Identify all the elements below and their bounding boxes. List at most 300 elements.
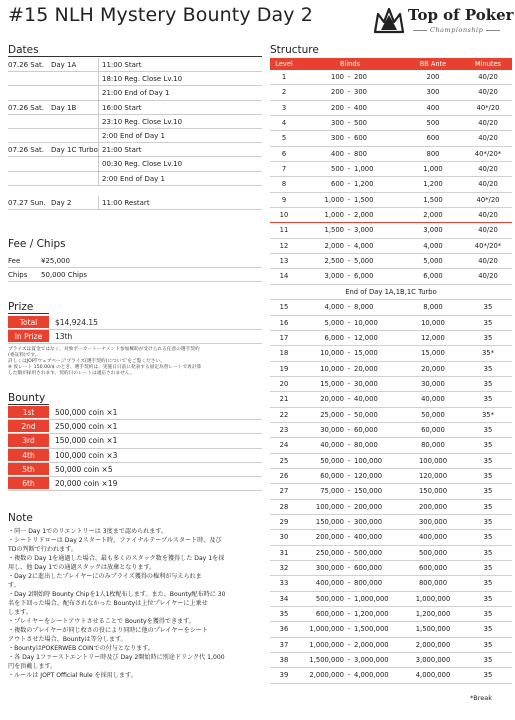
structure-row [270, 239, 512, 254]
big-blind-cell: 600 [354, 134, 367, 143]
minutes-cell: 35 [483, 441, 493, 450]
blind-separator: - [347, 149, 351, 158]
blind-separator: - [347, 241, 351, 250]
big-blind-cell: 400,000 [354, 533, 383, 542]
small-blind-cell: 1,500,000 [309, 656, 344, 665]
small-blind-cell: 10,000 [320, 349, 344, 358]
ante-cell: 600 [426, 134, 440, 143]
bounty-heading: Bounty [8, 392, 49, 405]
prize-notes [8, 347, 264, 377]
big-blind-cell: 60,000 [354, 425, 378, 434]
level-cell: 8 [281, 180, 287, 189]
bounty-value: 100,000 coin ×3 [55, 450, 118, 460]
prize-note-line: (委託料)です。 [8, 353, 40, 358]
minutes-cell: 40*/20 [476, 103, 500, 112]
structure-row [270, 469, 512, 484]
ante-cell: 300 [426, 88, 440, 97]
ante-cell: 400 [426, 103, 440, 112]
structure-header [270, 58, 512, 70]
level-cell: 17 [279, 333, 289, 342]
bounty-label: 2nd [8, 420, 49, 433]
blind-separator: - [347, 318, 351, 327]
level-cell: 6 [281, 149, 287, 158]
ante-cell: 500,000 [418, 548, 448, 557]
structure-row [270, 208, 512, 223]
page-title: #15 NLH Mystery Bounty Day 2 [8, 4, 313, 26]
note-line: ・Day 2に進出したプレイヤーにのみプライズ獲得の権利が与えられま [8, 573, 202, 580]
crown-icon [372, 4, 406, 36]
small-blind-cell: 30,000 [320, 425, 344, 434]
big-blind-cell: 4,000 [354, 241, 374, 250]
structure-row [270, 162, 512, 177]
minutes-cell: 35 [483, 579, 493, 588]
small-blind-cell: 1,000,000 [309, 640, 344, 649]
big-blind-cell: 1,000,000 [354, 594, 389, 603]
level-cell: 25 [279, 456, 289, 465]
prize-row [8, 316, 262, 330]
prize-label: In Prize [8, 330, 49, 343]
small-blind-cell: 500,000 [315, 594, 344, 603]
date-row [8, 157, 262, 171]
structure-row [270, 131, 512, 146]
prize-note-line: した額が採用されます。契約日のレートは適応されません。 [8, 371, 135, 376]
blind-separator: - [347, 165, 351, 174]
big-blind-cell: 10,000 [354, 318, 378, 327]
big-blind-cell: 80,000 [354, 441, 378, 450]
date-cell [8, 115, 51, 128]
prize-heading: Prize [8, 301, 49, 314]
event-cell: 11:00 Start [98, 58, 262, 71]
small-blind-cell: 75,000 [320, 487, 344, 496]
ante-cell: 6,000 [423, 272, 443, 281]
big-blind-cell: 100,000 [354, 456, 383, 465]
ante-cell: 800,000 [418, 579, 448, 588]
structure-divider: End of Day 1A,1B,1C Turbo [270, 285, 512, 300]
structure-row [270, 316, 512, 331]
structure-table [270, 70, 512, 684]
minutes-cell: 40/20 [478, 134, 498, 143]
big-blind-cell: 1,500 [354, 195, 374, 204]
small-blind-cell: 10,000 [320, 364, 344, 373]
minutes-cell: 35 [483, 517, 493, 526]
bounty-label: 5th [8, 463, 49, 476]
logo-title: Top of Poker [408, 6, 514, 24]
bounty-value: 150,000 coin ×1 [55, 436, 118, 446]
ante-cell: 3,000,000 [415, 656, 451, 665]
day-cell: Day 2 [51, 198, 72, 207]
small-blind-cell: 150,000 [315, 517, 344, 526]
structure-row [270, 530, 512, 545]
ante-cell: 3,000 [423, 226, 443, 235]
minutes-cell: 35* [481, 410, 495, 419]
ante-cell: 100,000 [418, 456, 448, 465]
level-cell: 39 [279, 671, 289, 680]
minutes-cell: 40/20 [478, 257, 498, 266]
ante-cell: 12,000 [421, 333, 445, 342]
date-cell: 07.27 Sun. [8, 198, 46, 207]
structure-heading: Structure [270, 44, 319, 56]
big-blind-cell: 1,500,000 [354, 625, 389, 634]
big-blind-cell: 5,000 [354, 257, 374, 266]
day-cell [51, 72, 98, 85]
blind-separator: - [347, 610, 351, 619]
ante-cell: 10,000 [421, 318, 445, 327]
date-row [8, 86, 262, 100]
ante-cell: 200,000 [418, 502, 448, 511]
day-cell [51, 172, 98, 185]
small-blind-cell: 20,000 [320, 395, 344, 404]
structure-row [270, 454, 512, 469]
date-cell [8, 172, 51, 185]
blind-separator: - [347, 211, 351, 220]
small-blind-cell: 250,000 [315, 548, 344, 557]
small-blind-cell: 3,000 [324, 272, 344, 281]
prize-value: $14,924.15 [55, 318, 98, 327]
bounty-row [8, 477, 262, 491]
big-blind-cell: 3,000,000 [354, 656, 389, 665]
ante-cell: 800 [426, 149, 440, 158]
level-cell: 34 [279, 594, 289, 603]
minutes-cell: 35 [483, 625, 493, 634]
level-cell: 14 [279, 272, 289, 281]
note-line: ・Day 2開始時 Bounty Chipを1人1枚配布します。また、Bounty配布時に 30 [8, 591, 226, 598]
structure-row [270, 576, 512, 591]
ante-cell: 500 [426, 119, 440, 128]
structure-row [270, 362, 512, 377]
level-cell: 23 [279, 425, 289, 434]
structure-row [270, 638, 512, 653]
minutes-cell: 35 [483, 471, 493, 480]
structure-row [270, 500, 512, 515]
small-blind-cell: 300,000 [315, 564, 344, 572]
ante-cell: 1,500,000 [415, 625, 451, 634]
blind-separator: - [347, 257, 351, 266]
day-cell [51, 86, 98, 99]
level-cell: 4 [281, 119, 287, 128]
level-cell: 5 [281, 134, 287, 143]
event-cell: 18:10 Reg. Close Lv.10 [98, 72, 262, 85]
header-blinds: Blinds [340, 60, 360, 68]
small-blind-cell: 1,000 [324, 195, 344, 204]
big-blind-cell: 50,000 [354, 410, 378, 419]
bounty-row [8, 463, 262, 477]
bounty-row [8, 449, 262, 463]
structure-row [270, 85, 512, 100]
minutes-cell: 40/20 [478, 180, 498, 189]
blind-separator: - [347, 471, 351, 480]
minutes-cell: 40/20 [478, 272, 498, 281]
big-blind-cell: 200 [354, 73, 367, 81]
blind-separator: - [347, 303, 351, 312]
structure-row [270, 147, 512, 162]
date-cell [8, 129, 51, 142]
prize-table [8, 316, 262, 344]
blind-separator: - [347, 395, 351, 404]
small-blind-cell: 300 [331, 134, 344, 143]
blind-separator: - [347, 333, 351, 342]
ante-cell: 60,000 [421, 425, 445, 434]
fee-heading: Fee / Chips [8, 238, 66, 250]
ante-cell: 300,000 [418, 517, 448, 526]
minutes-cell: 35 [483, 502, 493, 511]
level-cell: 32 [279, 564, 289, 572]
big-blind-cell: 2,000 [354, 211, 374, 220]
date-row [8, 172, 262, 186]
minutes-cell: 35 [483, 379, 493, 388]
ante-cell: 5,000 [423, 257, 443, 266]
small-blind-cell: 100 [331, 73, 344, 81]
minutes-cell: 40*/20* [474, 241, 502, 250]
level-cell: 22 [279, 410, 289, 419]
minutes-cell: 40*/20* [474, 149, 502, 158]
minutes-cell: 35 [483, 395, 493, 404]
blind-separator: - [347, 195, 351, 204]
big-blind-cell: 20,000 [354, 364, 378, 373]
level-cell: 29 [279, 517, 289, 526]
small-blind-cell: 60,000 [320, 471, 344, 480]
event-cell: 16:00 Start [98, 101, 262, 114]
minutes-cell: 35* [481, 349, 495, 358]
minutes-cell: 35 [483, 656, 493, 665]
minutes-cell: 35 [483, 333, 493, 342]
small-blind-cell: 40,000 [320, 441, 344, 450]
prize-note-line: プライズは賞金ではなく、対象ポーカートーナメント参加権助が受けられる任意の選手契約 [8, 347, 200, 352]
blind-separator: - [347, 425, 351, 434]
event-cell: 11:00 Restart [98, 196, 262, 209]
big-blind-cell: 300 [354, 88, 367, 97]
level-cell: 12 [279, 241, 289, 250]
structure-row [270, 668, 512, 683]
level-cell: 16 [279, 318, 289, 327]
fee-row [8, 254, 262, 268]
note-line: ・シートリドローは Day 2スタート時、ファイナルテーブルスタート時、及び [8, 537, 222, 544]
date-row [8, 101, 262, 115]
level-cell: 13 [279, 257, 289, 266]
ante-cell: 50,000 [421, 410, 445, 419]
fee-label: Chips [8, 271, 28, 279]
structure-row [270, 300, 512, 315]
ante-cell: 15,000 [421, 349, 445, 358]
blind-separator: - [347, 410, 351, 419]
day-cell [51, 157, 98, 170]
small-blind-cell: 600 [331, 180, 344, 189]
small-blind-cell: 1,000,000 [309, 625, 344, 634]
fee-table [8, 254, 262, 282]
ante-cell: 20,000 [421, 364, 445, 373]
bounty-label: 4th [8, 449, 49, 462]
big-blind-cell: 600,000 [354, 564, 383, 572]
bounty-label: 3rd [8, 434, 49, 447]
minutes-cell: 40/20 [478, 226, 498, 235]
structure-row [270, 377, 512, 392]
minutes-cell: 35 [483, 364, 493, 373]
structure-row [270, 546, 512, 561]
blind-separator: - [347, 73, 351, 81]
event-cell: 00:30 Reg. Close Lv.10 [98, 157, 262, 170]
minutes-cell: 40/20 [478, 165, 498, 174]
big-blind-cell: 200,000 [354, 502, 383, 511]
structure-row [270, 269, 512, 284]
header-minutes: Minutes [475, 60, 501, 68]
small-blind-cell: 50,000 [320, 456, 344, 465]
blind-separator: - [347, 517, 351, 526]
small-blind-cell: 200 [331, 88, 344, 97]
note-line: ・複数のプレイヤーが同じ枚さの役により同時に他のプレイヤーをシート [8, 627, 208, 634]
level-cell: 7 [281, 165, 287, 174]
minutes-cell: 35 [483, 610, 493, 619]
small-blind-cell: 200,000 [315, 533, 344, 542]
structure-row [270, 622, 512, 637]
blind-separator: - [347, 456, 351, 465]
bounty-table [8, 406, 262, 491]
date-cell [8, 86, 51, 99]
structure-row [270, 346, 512, 361]
big-blind-cell: 120,000 [354, 471, 383, 480]
ante-cell: 8,000 [423, 303, 443, 312]
big-blind-cell: 150,000 [354, 487, 383, 496]
blind-separator: - [347, 502, 351, 511]
big-blind-cell: 8,000 [354, 303, 374, 312]
structure-row [270, 408, 512, 423]
blind-separator: - [347, 625, 351, 634]
ante-cell: 2,000,000 [415, 640, 451, 649]
note-line: します。 [8, 609, 32, 616]
note-line: ・同一 Day 1でのリエントリーは 3度まで認められます。 [8, 528, 168, 535]
date-row [8, 196, 262, 210]
blind-separator: - [347, 88, 351, 97]
date-row [8, 58, 262, 72]
event-cell: 23:10 Reg. Close Lv.10 [98, 115, 262, 128]
day-cell [51, 115, 98, 128]
small-blind-cell: 5,000 [324, 318, 344, 327]
blind-separator: - [347, 272, 351, 281]
minutes-cell: 35 [483, 487, 493, 496]
structure-row [270, 484, 512, 499]
blind-separator: - [347, 579, 351, 588]
structure-row [270, 193, 512, 208]
bounty-row [8, 406, 262, 420]
structure-row [270, 515, 512, 530]
minutes-cell: 40*/20 [476, 195, 500, 204]
level-cell: 27 [279, 487, 289, 496]
dates-heading: Dates [8, 44, 262, 57]
minutes-cell: 35 [483, 303, 493, 312]
blind-separator: - [347, 441, 351, 450]
date-row [8, 72, 262, 86]
ante-cell: 4,000,000 [415, 671, 451, 680]
note-line: す。 [8, 582, 20, 589]
level-cell: 11 [279, 226, 289, 235]
prize-note-line: 詳しくはJOPTウェブページ'プライズ(選手契約)について'をご覧ください。 [8, 359, 165, 364]
date-cell: 07.26 Sat. [8, 61, 44, 69]
small-blind-cell: 300 [331, 119, 344, 128]
date-cell: 07.26 Sat. [8, 146, 44, 155]
small-blind-cell: 4,000 [324, 303, 344, 312]
note-line: ・プレイヤーをシートアウトさせることで Bountyを獲得できます。 [8, 618, 195, 625]
blind-separator: - [347, 379, 351, 388]
big-blind-cell: 800 [354, 149, 367, 158]
level-cell: 30 [279, 533, 289, 542]
big-blind-cell: 500 [354, 119, 367, 128]
big-blind-cell: 2,000,000 [354, 640, 389, 649]
small-blind-cell: 400,000 [315, 579, 344, 588]
level-cell: 2 [281, 88, 287, 97]
blind-separator: - [347, 671, 351, 680]
minutes-cell: 35 [483, 671, 493, 680]
bounty-row [8, 434, 262, 448]
big-blind-cell: 3,000 [354, 226, 374, 235]
bounty-value: 20,000 coin ×19 [55, 478, 118, 488]
ante-cell: 4,000 [423, 241, 443, 250]
date-row [8, 143, 262, 157]
note-line: 名を下回った場合、配布されなかった Bountyは上位プレイヤーに上乗せ [8, 600, 208, 607]
big-blind-cell: 1,200,000 [354, 610, 389, 619]
day-cell: Day 1C Turbo [51, 146, 98, 155]
structure-row [270, 423, 512, 438]
big-blind-cell: 300,000 [354, 517, 383, 526]
structure-row [270, 561, 512, 576]
blind-separator: - [347, 564, 351, 572]
bounty-value: 500,000 coin ×1 [55, 408, 118, 417]
bounty-label: 1st [8, 406, 49, 419]
small-blind-cell: 500 [331, 165, 344, 174]
fee-label: Fee [8, 257, 21, 265]
level-cell: 10 [279, 211, 289, 220]
fee-value: 50,000 Chips [41, 271, 88, 279]
note-line: ・複数の Day 1を通過した場合、最も多くのスタック数を獲得した Day 1を採 [8, 555, 225, 562]
note-line: 円を頂戴します。 [8, 663, 57, 670]
blind-separator: - [347, 640, 351, 649]
note-list [8, 527, 268, 680]
day-cell: Day 1B [51, 103, 77, 112]
ante-cell: 400,000 [418, 533, 448, 542]
minutes-cell: 35 [483, 564, 493, 572]
level-cell: 28 [279, 502, 289, 511]
structure-row [270, 653, 512, 668]
small-blind-cell: 2,500 [324, 257, 344, 266]
blind-separator: - [347, 119, 351, 128]
date-cell: 07.26 Sat. [8, 103, 44, 112]
big-blind-cell: 500,000 [354, 548, 383, 557]
minutes-cell: 40/20 [478, 119, 498, 128]
small-blind-cell: 6,000 [324, 333, 344, 342]
blind-separator: - [347, 349, 351, 358]
event-cell: 2:00 End of Day 1 [98, 172, 262, 185]
structure-row [270, 101, 512, 116]
prize-note-line: ※ 仮レート 150.00/$ のとき、選手契約は、実施日日前に発表する固定為替レートで再計算 [8, 365, 202, 370]
blind-separator: - [347, 594, 351, 603]
event-cell: 2:00 End of Day 1 [98, 129, 262, 142]
logo-subtitle: Championship [410, 26, 503, 34]
level-cell: 26 [279, 471, 289, 480]
minutes-cell: 35 [483, 456, 493, 465]
minutes-cell: 35 [483, 425, 493, 434]
date-row [8, 115, 262, 129]
structure-row [270, 254, 512, 269]
header-ante: BB Ante [419, 60, 447, 68]
level-cell: 21 [279, 395, 289, 404]
level-cell: 19 [279, 364, 289, 373]
minutes-cell: 35 [483, 640, 493, 649]
big-blind-cell: 4,000,000 [354, 671, 389, 680]
ante-cell: 2,000 [423, 211, 443, 220]
ante-cell: 80,000 [421, 441, 445, 450]
structure-row [270, 116, 512, 131]
prize-label: Total [8, 316, 49, 329]
structure-row [270, 177, 512, 192]
note-line: ・各 Day 1ファーストエントリー時及び Day 2開始時に別途ドリンク代 1,000 [8, 654, 225, 661]
ante-cell: 120,000 [418, 471, 448, 480]
